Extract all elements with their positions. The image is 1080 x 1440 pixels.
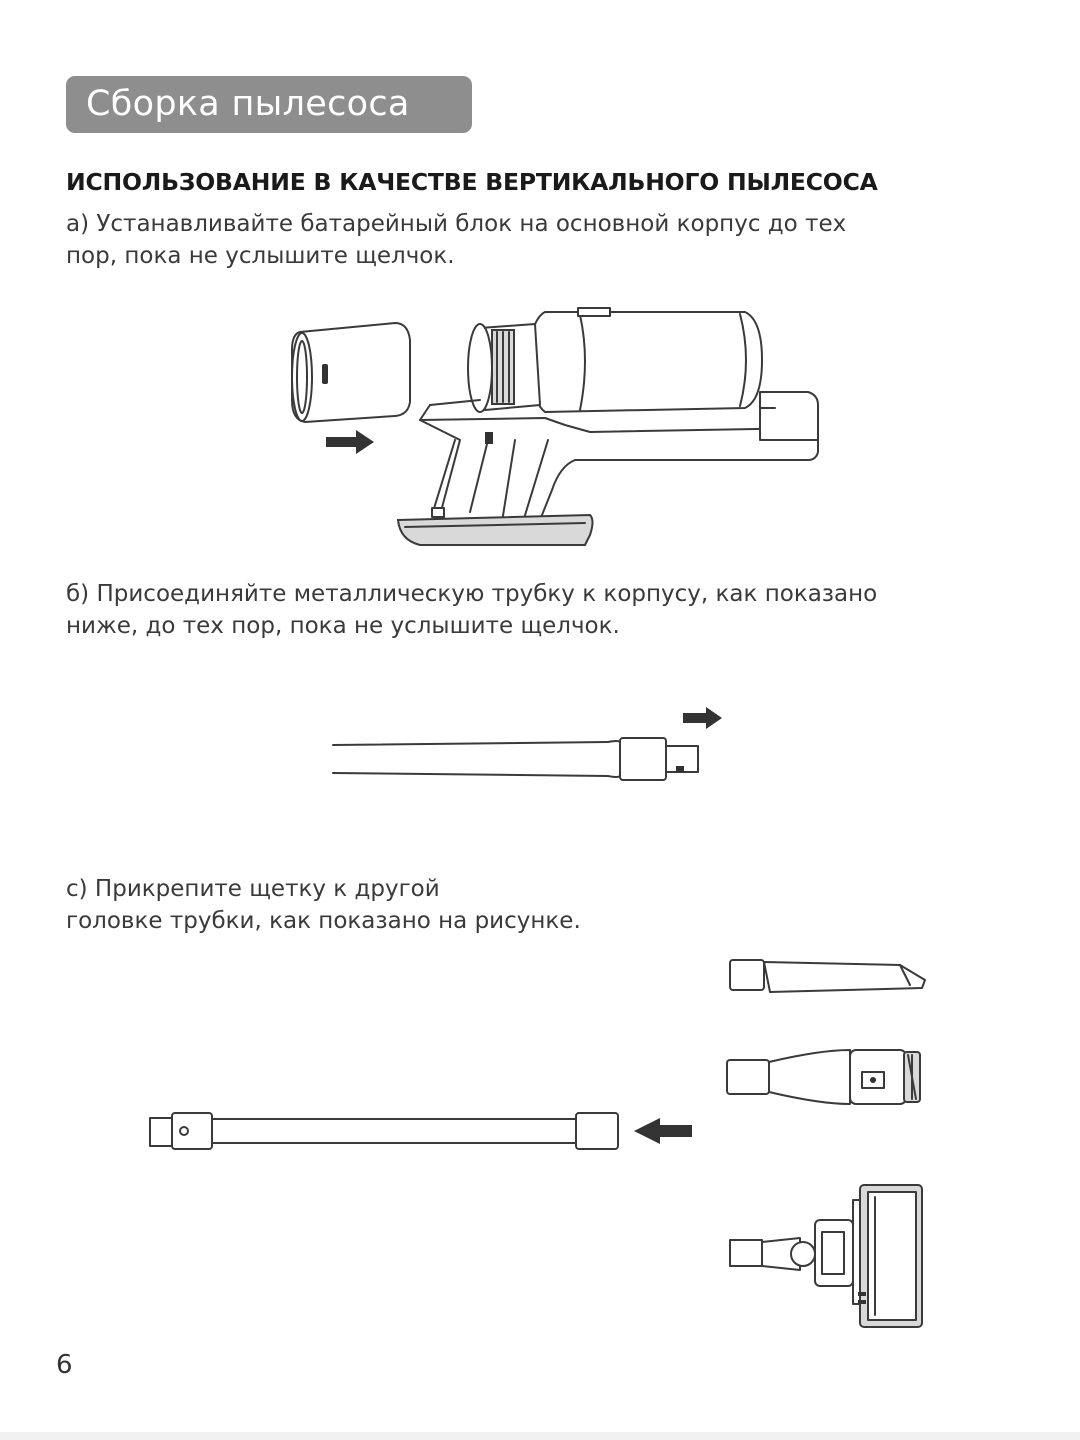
handle-base <box>398 515 593 545</box>
brush-tool <box>727 1050 920 1104</box>
step-a-line-2: пор, пока не услышите щелчок. <box>66 243 455 269</box>
arrow-right-icon <box>326 430 374 454</box>
floor-brush <box>730 1185 922 1327</box>
battery-pack <box>292 323 410 422</box>
dust-cylinder <box>530 312 762 412</box>
step-b-line-2: ниже, до тех пор, пока не услышите щелчок. <box>66 613 620 639</box>
metal-tube-illustration <box>333 707 722 780</box>
step-a-line-1: а) Устанавливайте батарейный блок на основной корпус до тех <box>66 211 847 237</box>
tube-with-attachments-illustration <box>150 960 925 1327</box>
nozzle-neck <box>760 392 818 440</box>
section-heading: ИСПОЛЬЗОВАНИЕ В КАЧЕСТВЕ ВЕРТИКАЛЬНОГО ПЫЛЕСОСА <box>66 168 878 196</box>
section-tag: Сборка пылесоса <box>66 76 472 133</box>
step-c-line-2: головке трубки, как показано на рисунке. <box>66 908 581 934</box>
arrow-left-icon <box>634 1118 692 1144</box>
step-c-line-1: с) Прикрепите щетку к другой <box>66 876 440 902</box>
vacuum-body-illustration <box>292 308 818 545</box>
page-bottom-edge <box>0 1432 1080 1440</box>
step-b-line-1: б) Присоединяйте металлическую трубку к корпусу, как показано <box>66 581 878 607</box>
crevice-tool <box>730 960 925 992</box>
arrow-right-icon <box>683 707 722 729</box>
page-number: 6 <box>56 1350 73 1380</box>
